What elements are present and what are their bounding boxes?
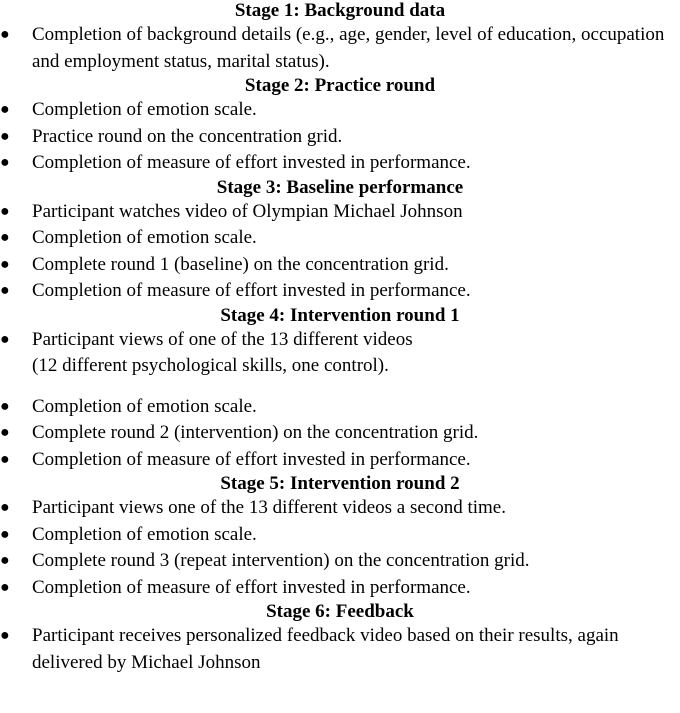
bullet-icon: ● — [0, 154, 10, 171]
list-item-text: Completion of background details (e.g., age, gender, level of education, occupation and employment status, marital status). — [32, 24, 665, 72]
list-item — [0, 575, 680, 602]
list-item-text: Completion of measure of effort invested in performance. — [32, 448, 471, 470]
spacer — [0, 380, 680, 394]
list-item — [0, 522, 680, 549]
bullet-icon: ● — [0, 552, 10, 569]
bullet-icon: ● — [0, 578, 10, 596]
bullet-icon: ● — [0, 627, 10, 644]
list-item — [0, 420, 680, 447]
list-item-text: Complete round 1 (baseline) on the concentration grid. — [32, 253, 449, 275]
bullet-icon: ● — [0, 397, 10, 415]
bullet-icon: ● — [0, 330, 10, 348]
list-item-text: Completion of emotion scale. — [32, 227, 257, 248]
list-item — [0, 225, 680, 252]
list-item — [0, 327, 680, 380]
list-item-text: Participant views of one of the 13 different videos — [32, 328, 413, 350]
stage-4-section — [0, 305, 680, 474]
bullet-icon: ● — [0, 26, 10, 43]
list-item-text: Completion of emotion scale. — [32, 523, 257, 545]
bullet-icon: ● — [0, 424, 10, 441]
bullet-icon: ● — [0, 229, 10, 246]
list-item — [0, 278, 680, 305]
list-item-text: Completion of measure of effort invested in performance. — [32, 152, 471, 173]
stage-5-title: Stage 5: Intervention round 2 — [220, 473, 460, 494]
list-item-text: Participant watches video of Olympian Michael Johnson — [32, 200, 463, 222]
list-item-text: Completion of emotion scale. — [32, 99, 257, 120]
bullet-icon: ● — [0, 282, 10, 299]
bullet-icon: ● — [0, 499, 10, 516]
list-item — [0, 447, 680, 474]
stage-4-title: Stage 4: Intervention round 1 — [220, 304, 460, 326]
stage-6-title: Stage 6: Feedback — [266, 601, 414, 622]
list-item-continuation: (12 different psychological skills, one control). — [32, 355, 389, 376]
stage-1-section — [0, 0, 680, 75]
list-item-text: Complete round 3 (repeat intervention) on the concentration grid. — [32, 550, 530, 571]
list-item — [0, 623, 680, 676]
bullet-icon: ● — [0, 127, 10, 145]
bullet-icon: ● — [0, 450, 10, 468]
list-item-text: Complete round 2 (intervention) on the concentration grid. — [32, 422, 479, 443]
stage-2-section — [0, 75, 680, 177]
list-item — [0, 22, 680, 75]
list-item-text: Participant receives personalized feedback video based on their results, again delivered by Michael Johnson — [32, 625, 619, 673]
list-item — [0, 97, 680, 124]
list-item-text: Completion of emotion scale. — [32, 395, 257, 417]
list-item — [0, 548, 680, 575]
bullet-icon: ● — [0, 525, 10, 543]
list-item — [0, 124, 680, 151]
list-item-text: Participant views one of the 13 different videos a second time. — [32, 497, 506, 518]
list-item-text: Completion of measure of effort invested in performance. — [32, 576, 471, 598]
list-item — [0, 394, 680, 421]
bullet-icon: ● — [0, 255, 10, 273]
list-item — [0, 199, 680, 226]
stage-5-section — [0, 473, 680, 601]
stage-1-title: Stage 1: Background data — [234, 0, 446, 21]
stage-6-section — [0, 601, 680, 676]
list-item — [0, 495, 680, 522]
bullet-icon: ● — [0, 202, 10, 220]
list-item — [0, 252, 680, 279]
list-item-text: Practice round on the concentration grid. — [32, 125, 343, 147]
stage-3-section — [0, 177, 680, 305]
stage-2-title: Stage 2: Practice round — [244, 75, 436, 96]
stage-3-title: Stage 3: Baseline performance — [216, 176, 464, 198]
bullet-icon: ● — [0, 101, 10, 118]
list-item — [0, 150, 680, 177]
list-item-text: Completion of measure of effort invested in performance. — [32, 280, 471, 301]
